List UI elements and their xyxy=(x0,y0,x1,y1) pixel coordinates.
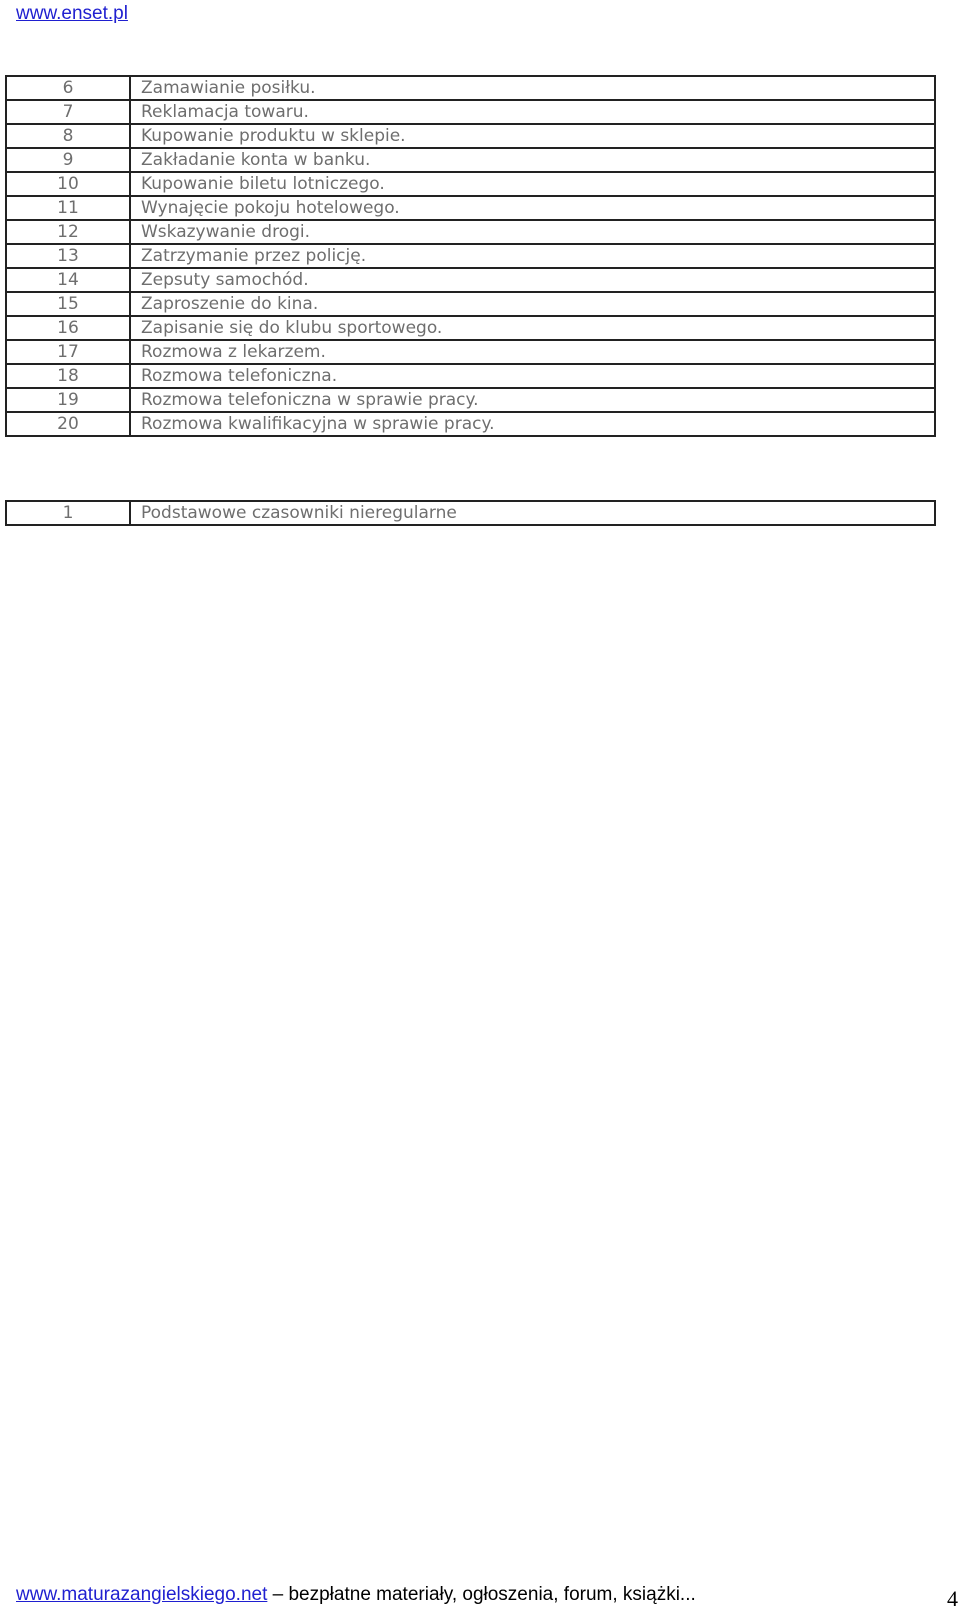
row-title: Kupowanie produktu w sklepie. xyxy=(130,124,935,148)
table-row xyxy=(6,196,935,220)
table-row xyxy=(6,100,935,124)
row-title: Rozmowa z lekarzem. xyxy=(130,340,935,364)
row-number: 15 xyxy=(6,292,130,316)
header-link[interactable]: www.enset.pl xyxy=(16,3,128,24)
grammar-table xyxy=(5,500,936,526)
row-number: 8 xyxy=(6,124,130,148)
row-number: 20 xyxy=(6,412,130,436)
table-row xyxy=(6,220,935,244)
row-title: Wskazywanie drogi. xyxy=(130,220,935,244)
row-number: 10 xyxy=(6,172,130,196)
page-number: 4 xyxy=(947,1586,958,1611)
table-row xyxy=(6,268,935,292)
table-row xyxy=(6,501,935,525)
row-title: Zaproszenie do kina. xyxy=(130,292,935,316)
row-title: Kupowanie biletu lotniczego. xyxy=(130,172,935,196)
table-row xyxy=(6,148,935,172)
row-title: Rozmowa kwalifikacyjna w sprawie pracy. xyxy=(130,412,935,436)
row-number: 17 xyxy=(6,340,130,364)
table-row xyxy=(6,244,935,268)
row-number: 6 xyxy=(6,76,130,100)
table-row xyxy=(6,76,935,100)
row-number: 16 xyxy=(6,316,130,340)
row-title: Zakładanie konta w banku. xyxy=(130,148,935,172)
row-number: 18 xyxy=(6,364,130,388)
footer-link[interactable]: www.maturazangielskiego.net xyxy=(16,1584,268,1605)
table-row xyxy=(6,412,935,436)
footer-text: – bezpłatne materiały, ogłoszenia, forum, książki... xyxy=(267,1584,696,1605)
row-title: Zatrzymanie przez policję. xyxy=(130,244,935,268)
table-row xyxy=(6,124,935,148)
table-row xyxy=(6,364,935,388)
row-number: 1 xyxy=(6,501,130,525)
row-number: 9 xyxy=(6,148,130,172)
row-title: Zamawianie posiłku. xyxy=(130,76,935,100)
row-number: 13 xyxy=(6,244,130,268)
row-number: 11 xyxy=(6,196,130,220)
table-row xyxy=(6,388,935,412)
row-number: 14 xyxy=(6,268,130,292)
row-title: Rozmowa telefoniczna w sprawie pracy. xyxy=(130,388,935,412)
topics-table xyxy=(5,75,936,437)
row-number: 12 xyxy=(6,220,130,244)
table-row xyxy=(6,340,935,364)
table-row xyxy=(6,292,935,316)
page-footer xyxy=(16,1584,956,1606)
table-row xyxy=(6,316,935,340)
row-title: Wynajęcie pokoju hotelowego. xyxy=(130,196,935,220)
row-title: Zapisanie się do klubu sportowego. xyxy=(130,316,935,340)
row-number: 19 xyxy=(6,388,130,412)
row-number: 7 xyxy=(6,100,130,124)
row-title: Rozmowa telefoniczna. xyxy=(130,364,935,388)
row-title: Podstawowe czasowniki nieregularne xyxy=(130,501,935,525)
row-title: Zepsuty samochód. xyxy=(130,268,935,292)
row-title: Reklamacja towaru. xyxy=(130,100,935,124)
table-row xyxy=(6,172,935,196)
